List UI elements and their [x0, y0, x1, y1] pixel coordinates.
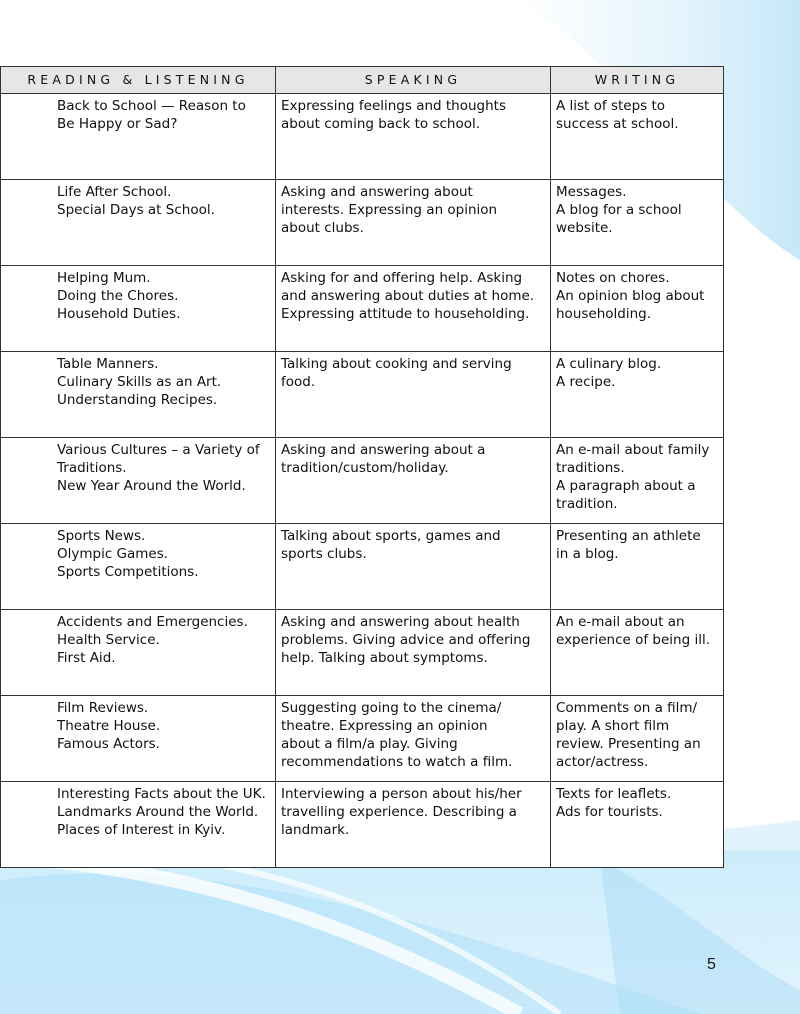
writing-cell-line: A culinary blog.	[556, 356, 662, 372]
writing-cell	[551, 94, 724, 180]
writing-cell-line: Notes on chores.	[556, 270, 670, 286]
speaking-cell-line: Asking and answering about a	[281, 442, 486, 458]
reading-cell	[1, 696, 276, 782]
writing-cell-line: Ads for tourists.	[556, 804, 663, 820]
reading-cell-line: First Aid.	[57, 650, 116, 666]
reading-cell	[1, 438, 276, 524]
speaking-cell-line: Expressing attitude to householding.	[281, 306, 530, 322]
writing-cell-line: An e-mail about an	[556, 614, 685, 630]
writing-cell	[551, 610, 724, 696]
reading-cell-line: Traditions.	[57, 460, 127, 476]
reading-cell	[1, 524, 276, 610]
reading-cell-line: Household Duties.	[57, 306, 181, 322]
writing-cell-line: review. Presenting an	[556, 736, 701, 752]
speaking-cell	[276, 266, 551, 352]
writing-cell-line: An opinion blog about	[556, 288, 705, 304]
reading-cell-line: New Year Around the World.	[57, 478, 246, 494]
reading-cell-line: Understanding Recipes.	[57, 392, 218, 408]
table-row	[1, 94, 724, 180]
speaking-cell-line: theatre. Expressing an opinion	[281, 718, 488, 734]
speaking-cell-line: about coming back to school.	[281, 116, 481, 132]
writing-cell	[551, 524, 724, 610]
speaking-cell-line: and answering about duties at home.	[281, 288, 535, 304]
table-row	[1, 180, 724, 266]
writing-cell-line: A recipe.	[556, 374, 616, 390]
reading-cell-line: Table Manners.	[57, 356, 159, 372]
writing-cell	[551, 438, 724, 524]
reading-cell	[1, 266, 276, 352]
table-header-row	[1, 67, 724, 94]
reading-cell-line: Sports Competitions.	[57, 564, 199, 580]
speaking-cell-line: Talking about sports, games and	[281, 528, 501, 544]
speaking-cell-line: problems. Giving advice and offering	[281, 632, 531, 648]
writing-cell-line: A blog for a school	[556, 202, 682, 218]
speaking-cell-line: Suggesting going to the cinema/	[281, 700, 502, 716]
writing-cell	[551, 352, 724, 438]
reading-cell-line: Helping Mum.	[57, 270, 151, 286]
writing-cell-line: tradition.	[556, 496, 618, 512]
speaking-cell-line: about a film/a play. Giving	[281, 736, 458, 752]
reading-cell	[1, 782, 276, 868]
reading-cell-line: Culinary Skills as an Art.	[57, 374, 222, 390]
reading-cell	[1, 180, 276, 266]
speaking-cell-line: sports clubs.	[281, 546, 367, 562]
writing-cell-line: traditions.	[556, 460, 625, 476]
speaking-cell-line: food.	[281, 374, 316, 390]
contents-table	[0, 66, 724, 868]
reading-cell-line: Film Reviews.	[57, 700, 149, 716]
reading-cell-line: Back to School — Reason to	[57, 98, 246, 114]
writing-cell	[551, 696, 724, 782]
speaking-cell	[276, 524, 551, 610]
writing-cell-line: Presenting an athlete	[556, 528, 701, 544]
speaking-cell	[276, 94, 551, 180]
reading-cell-line: Landmarks Around the World.	[57, 804, 259, 820]
reading-cell-line: Be Happy or Sad?	[57, 116, 178, 132]
reading-cell-line: Places of Interest in Kyiv.	[57, 822, 226, 838]
reading-cell-line: Life After School.	[57, 184, 172, 200]
writing-cell-line: A paragraph about a	[556, 478, 696, 494]
speaking-cell-line: recommendations to watch a film.	[281, 754, 513, 770]
speaking-cell	[276, 180, 551, 266]
speaking-cell-line: Asking for and offering help. Asking	[281, 270, 523, 286]
writing-cell-line: success at school.	[556, 116, 679, 132]
speaking-cell-line: about clubs.	[281, 220, 364, 236]
speaking-cell-line: Expressing feelings and thoughts	[281, 98, 507, 114]
writing-cell	[551, 266, 724, 352]
header-speaking: SPEAKING	[276, 67, 551, 94]
speaking-cell	[276, 696, 551, 782]
speaking-cell-line: help. Talking about symptoms.	[281, 650, 488, 666]
page-number: 5	[707, 956, 716, 973]
writing-cell-line: householding.	[556, 306, 652, 322]
writing-cell-line: in a blog.	[556, 546, 619, 562]
writing-cell-line: website.	[556, 220, 613, 236]
reading-cell-line: Various Cultures – a Variety of	[57, 442, 260, 458]
table-row	[1, 696, 724, 782]
writing-cell-line: An e-mail about family	[556, 442, 710, 458]
reading-cell	[1, 352, 276, 438]
speaking-cell	[276, 352, 551, 438]
reading-cell-line: Doing the Chores.	[57, 288, 179, 304]
writing-cell-line: actor/actress.	[556, 754, 649, 770]
table-row	[1, 524, 724, 610]
speaking-cell-line: Talking about cooking and serving	[281, 356, 512, 372]
reading-cell-line: Accidents and Emergencies.	[57, 614, 248, 630]
writing-cell	[551, 782, 724, 868]
reading-cell-line: Health Service.	[57, 632, 160, 648]
speaking-cell-line: Interviewing a person about his/her	[281, 786, 522, 802]
reading-cell-line: Famous Actors.	[57, 736, 160, 752]
table-row	[1, 266, 724, 352]
writing-cell-line: play. A short film	[556, 718, 670, 734]
table-row	[1, 782, 724, 868]
table-row	[1, 352, 724, 438]
reading-cell-line: Sports News.	[57, 528, 146, 544]
speaking-cell-line: interests. Expressing an opinion	[281, 202, 498, 218]
header-writing: WRITING	[551, 67, 724, 94]
table-row	[1, 610, 724, 696]
reading-cell-line: Olympic Games.	[57, 546, 169, 562]
speaking-cell	[276, 610, 551, 696]
writing-cell-line: Messages.	[556, 184, 627, 200]
reading-cell	[1, 610, 276, 696]
speaking-cell-line: Asking and answering about	[281, 184, 473, 200]
writing-cell-line: A list of steps to	[556, 98, 666, 114]
reading-cell-line: Special Days at School.	[57, 202, 215, 218]
reading-cell	[1, 94, 276, 180]
speaking-cell	[276, 782, 551, 868]
speaking-cell-line: landmark.	[281, 822, 350, 838]
speaking-cell-line: Asking and answering about health	[281, 614, 520, 630]
reading-cell-line: Theatre House.	[57, 718, 161, 734]
table-row	[1, 438, 724, 524]
header-reading-listening: READING & LISTENING	[1, 67, 276, 94]
speaking-cell	[276, 438, 551, 524]
speaking-cell-line: travelling experience. Describing a	[281, 804, 517, 820]
speaking-cell-line: tradition/custom/holiday.	[281, 460, 449, 476]
writing-cell	[551, 180, 724, 266]
writing-cell-line: Texts for leaflets.	[556, 786, 672, 802]
reading-cell-line: Interesting Facts about the UK.	[57, 786, 266, 802]
writing-cell-line: experience of being ill.	[556, 632, 711, 648]
writing-cell-line: Comments on a film/	[556, 700, 698, 716]
